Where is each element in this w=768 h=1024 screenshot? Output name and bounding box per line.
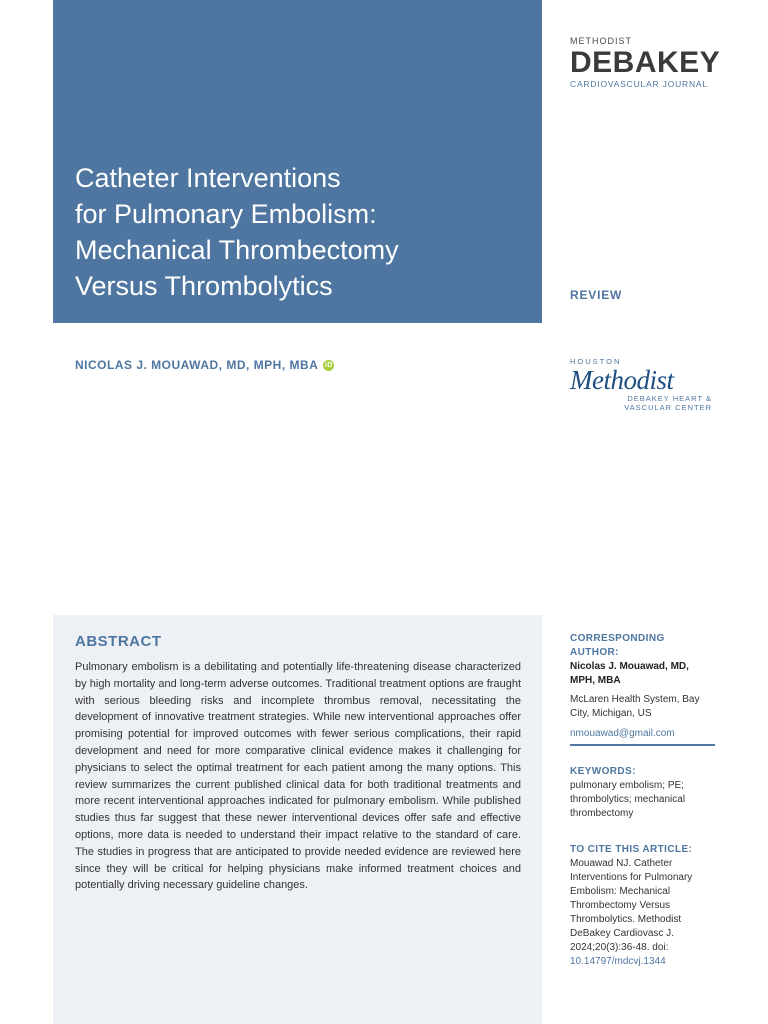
citation-text: Mouawad NJ. Catheter Interventions for Pulmonary Embolism: Mechanical Thrombectomy Versus Thrombolytics. Methodist DeBakey Cardiovasc J. 2024;20(3):36-48. doi: xyxy=(570,858,693,953)
author-name: NICOLAS J. MOUAWAD, MD, MPH, MBA xyxy=(75,358,319,372)
journal-logo-line1: METHODIST xyxy=(570,36,632,46)
journal-logo xyxy=(570,36,730,89)
institution-logo-line1: HOUSTON xyxy=(570,357,622,366)
affiliation: McLaren Health System, Bay City, Michigan, US xyxy=(570,694,700,719)
title-block xyxy=(53,0,542,323)
title-line: Mechanical Thrombectomy xyxy=(75,235,399,265)
citation-block xyxy=(570,843,716,969)
keywords-label: KEYWORDS: xyxy=(570,766,636,777)
title-line: for Pulmonary Embolism: xyxy=(75,199,377,229)
institution-logo-line2: Methodist xyxy=(570,365,674,395)
title-line: Catheter Interventions xyxy=(75,163,341,193)
email-link[interactable]: nmouawad@gmail.com xyxy=(570,728,675,739)
institution-logo xyxy=(570,357,720,412)
abstract-text: Pulmonary embolism is a debilitating and potentially life-threatening disease characterized by high mortality and long-term adverse outcomes. Traditional treatment options are fraught with serious bleeding risks and incomplete thrombus removal, necessitating the development of innovative treatment strategies. While new interventional approaches offer promising potential for improved outcomes with fewer serious complications, their rapid development and need for more comparative clinical evidence makes it challenging for physicians to select the optimal treatment for each patient among the many options. This review summarizes the current published clinical data for both traditional treatments and more recent interventional approaches indicated for pulmonary embolism. While published studies thus far suggest that these newer interventional devices offer safe and effective options, more data is needed to understand their impact relative to the standard of care. The studies in progress that are anticipated to provide needed evidence are reviewed here since they will be critical for helping physicians make informed treatment choices and potentially driving necessary guideline changes. xyxy=(75,661,521,892)
institution-logo-line4: VASCULAR CENTER xyxy=(624,403,712,412)
journal-logo-line3: CARDIOVASCULAR JOURNAL xyxy=(570,79,708,89)
doi-link[interactable]: 10.14797/mdcvj.1344 xyxy=(570,956,666,967)
corresponding-author-block xyxy=(570,632,716,741)
sidebar-divider xyxy=(570,744,715,746)
title-line: Versus Thrombolytics xyxy=(75,271,333,301)
article-title xyxy=(75,160,515,304)
article-type-label: REVIEW xyxy=(570,288,623,302)
keywords-list: pulmonary embolism; PE; thrombolytics; mechanical thrombectomy xyxy=(570,780,686,819)
orcid-icon[interactable]: iD xyxy=(324,361,333,369)
keywords-block xyxy=(570,765,716,821)
abstract-heading: ABSTRACT xyxy=(75,633,162,650)
corresponding-author-label: CORRESPONDING AUTHOR: xyxy=(570,633,665,658)
corresponding-author-name: Nicolas J. Mouawad, MD, MPH, MBA xyxy=(570,661,689,686)
abstract-section xyxy=(53,615,542,1024)
institution-logo-line3: DEBAKEY HEART & xyxy=(627,394,712,403)
journal-logo-line2: DEBAKEY xyxy=(570,46,721,79)
citation-label: TO CITE THIS ARTICLE: xyxy=(570,844,693,855)
author-line xyxy=(75,358,334,372)
